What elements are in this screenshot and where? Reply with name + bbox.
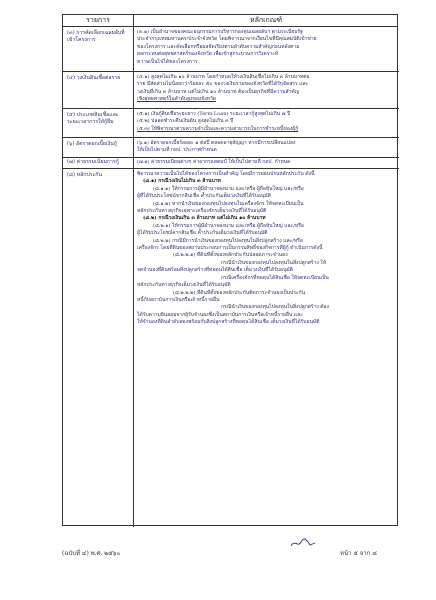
row-text-3: (๓.๑) เป็นอำนาจของคณะอนุกรรมการบริหารกองทุนเฉลยลับฯ ตามระเบียบรัฐ ประจำกรุงเทพมหานคร/ประจำจังหวัด โดยพิจารณาจากเงื่อนไขที่มีคุณสมบัติเข้าข่าย ของโครงการ และคัดเลือกหรือผลจัดเรียงตามลำดับความสำคัญก่อนหลังตาม ผลกระทบต่อยุทธศาสตร์ของจังหวัด เพื่อเข้าสู่กระบวนการวิเคราะห์ ความเป็นไปได้ของโครงการ: [137, 29, 317, 65]
signature-mark: [290, 537, 316, 549]
row-text-6: (๖.๑) อัตราดอกเบี้ยร้อยละ ๑ ต่อปี ตลอดอายุสัญญา หากมีการเปลี่ยนแปลง ให้เป็นไปตามที่ กอป. ประกาศกำหนด: [137, 140, 296, 154]
row-divider: [63, 137, 399, 138]
row-label: (๓) การคัดเลือกเฉลยลับที่เข้าโครงการ: [67, 30, 125, 44]
row-label: (๗) ค่าธรรมเนียมการกู้: [67, 159, 119, 165]
row-divider: [63, 71, 399, 72]
row-text-8: พิจารณาความเป็นไปได้ของโครงการเป็นสำคัญ โดยมีการผ่อนปรนหลักประกัน ดังนี้ (๘.๑) กรณีวงเงินไม่เกิน ๓ ล้านบาท (๘.๑.๑) ให้กรรมการผู้มีอำนาจลงนาม และ/หรือ ผู้ถือหุ้นใหญ่ และ/หรือ ผู้ที่ได้รับประโยชน์จากสินเชื่อ ค้ำประกันเต็มวงเงินที่ได้รับอนุมัติ (๘.๑.๒) หากนำเงินของกองทุนไปลงทุนในเครื่องจักร ให้จดทะเบียนเป็น หลักประกันทางธุรกิจเฉพาะเครื่องจักรเต็มวงเงินที่ได้รับอนุมัติ (๘.๒) กรณีวงเงินเกิน ๓ ล้านบาท แต่ไม่เกิน ๑๐ ล้านบาท (๘.๒.๑) ให้กรรมการผู้มีอำนาจลงนาม และ/หรือ ผู้ถือหุ้นใหญ่ และ/หรือ ผู้ได้รับประโยชน์จากสินเชื่อ ค้ำประกันเต็มวงเงินที่ได้รับอนุมัติ (๘.๒.๒) กรณีมีการนำเงินของกองทุนไปลงทุนในสิ่งปลูกสร้าง และ/หรือ เครื่องจักร โดยที่ดินของสถานประกอบการเป็นกรรมสิทธิ์ของกิจการที่ผู้กู้ ดำเนินการดังนี้ (๘.๒.๒.๑) ที่ดินที่ตั้งของหลักประกันปลอดภาระจำนอง กรณีนำเงินของกองทุนไปลงทุนในสิ่งปลูกสร้าง ให้ จดจำนองที่ดินพร้อมสิ่งปลูกสร้างที่ทอดุนได้สินเชื่อ เต็มวงเงินที่ได้รับอนุมัติ กรณีเครื่องจักรที่ทอดุนได้สินเชื่อ ให้จดทะเบียนเป็น หลักประกันทางธุรกิจเต็มวงเงินที่ได้รับอนุมัติ (๘.๒.๒.๒) ที่ดินที่ตั้งของหลักประกันติดภาระจำนองเป็นประกัน หนี้กับสถาบันการเงินหรือเจ้าหนี้รายอื่น กรณีนำเงินของกองทุนไปลงทุนในสิ่งปลูกสร้าง ต้อง ได้รับความยินยอมจากผู้รับจำนองซึ่งเป็นสถาบันการเงินหรือเจ้าหนี้รายอื่น และ ให้จำนองที่ดินลำดับสองพร้อมกับสิ่งปลูกสร้างที่ทอดุนได้สินเชื่อ เต็มวงเงินที่ได้รับอนุมัติ: [137, 171, 329, 326]
row-label: (๘) หลักประกัน: [67, 172, 102, 178]
table-header-row: [63, 15, 397, 27]
row-divider: [63, 168, 399, 169]
header-criteria: หลักเกณฑ์: [249, 16, 283, 24]
policy-table: [62, 14, 398, 526]
footer-page-number: หน้า ๕ จาก ๘: [340, 550, 377, 557]
column-divider: [133, 15, 134, 527]
footer-revision: (ฉบับที่ ๔) พ.ศ. ๒๕๖๐: [62, 550, 121, 557]
row-label: (๔) วงเงินสินเชื่อต่อราย: [67, 75, 121, 81]
row-text-7: (๗.๑) ค่าธรรมเนียมต่างๆ ค่าอากรแสตมป์ ให้เป็นไปตามที่ กอป. กำหนด: [137, 159, 291, 165]
row-label: (๖) อัตราดอกเบี้ยเงินกู้: [67, 141, 117, 147]
row-label: (๕) ประเภทสินเชื่อและระยะเวลาการให้กู้ยืม: [67, 112, 119, 126]
row-text-4: (๔.๑) สูงสุดไม่เกิน ๑๐ ล้านบาท โดยกำหนดให้วงเงินสินเชื่อไม่เกิน ๓ ล้านบาทต่อ ราย มีสัดส่วนไม่น้อยกว่าร้อยละ ๕๐ ของวงเงินรวมของจังหวัดที่ได้รับจัดสรร และ วงเงินที่เกิน ๓ ล้านบาท แต่ไม่เกิน ๑๐ ล้านบาท ต้องเป็นธุรกิจที่มีความสำคัญ เชิงยุทธศาสตร์ในลำดับสูงของจังหวัด: [137, 74, 310, 103]
row-divider: [63, 157, 399, 158]
header-item: รายการ: [86, 16, 110, 24]
row-divider: [63, 108, 399, 109]
row-text-5: (๕.๑) เงินกู้สินเชื่อระยะยาว (Term Loan) ระยะเวลากู้สูงสุดไม่เกิน ๗ ปี (๕.๒) ปลอดชำระคืนเงินต้น สูงสุดไม่เกิน ๓ ปี (๕.๓) ให้พิจารณาตามความจำเป็นและความสามารถในการชำระหนี้ของผู้กู้: [137, 111, 299, 132]
